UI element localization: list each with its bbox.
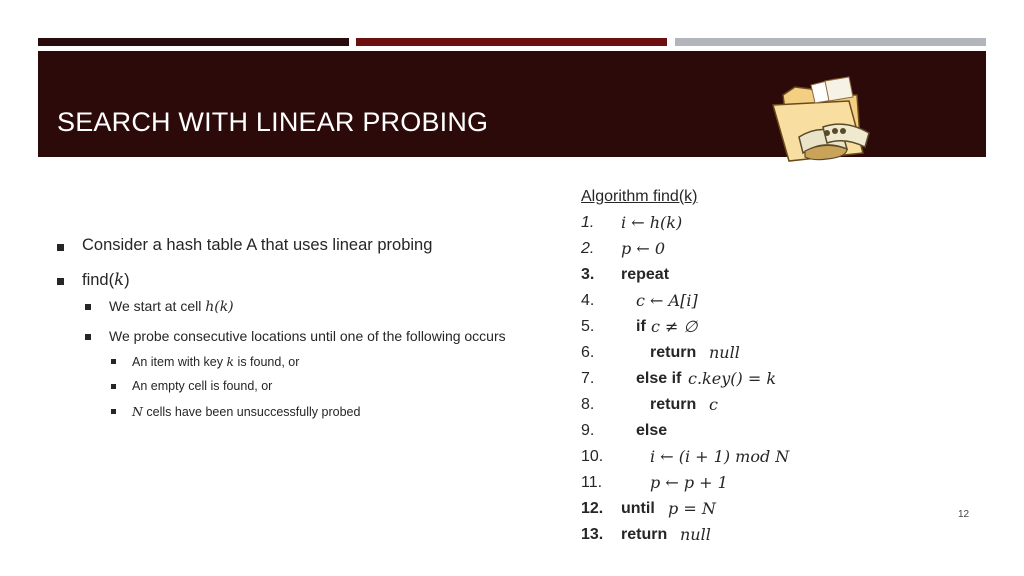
key-var-k: k <box>226 354 235 369</box>
line-keyword: repeat <box>621 266 670 283</box>
top-accent-bar-dark <box>38 38 349 46</box>
algorithm-header: Algorithm find(k) <box>581 188 698 205</box>
line-code: c <box>709 395 718 414</box>
line-code: p = N <box>668 499 716 518</box>
bullet-list <box>56 236 526 424</box>
line-number: 13. <box>581 526 604 543</box>
sub-sub-bullet-empty-cell <box>56 379 526 399</box>
find-label: find( <box>82 271 115 289</box>
title-band <box>38 51 986 157</box>
line-number: 12. <box>581 500 604 517</box>
algo-line-8 <box>581 392 881 418</box>
algo-line-5 <box>581 314 881 340</box>
square-bullet-icon <box>111 409 116 414</box>
bullet-text: cells have been unsuccessfully probed <box>142 405 361 419</box>
line-number: 6. <box>581 344 595 361</box>
bullet-text: is found, or <box>234 355 300 369</box>
line-number: 9. <box>581 422 595 439</box>
line-keyword: until <box>621 500 655 517</box>
algo-line-12 <box>581 496 881 522</box>
find-var-k: k <box>114 270 125 289</box>
algo-line-13 <box>581 522 881 548</box>
find-close-paren: ) <box>124 271 130 289</box>
line-code: null <box>680 525 711 544</box>
line-code: c.key() = k <box>688 369 777 388</box>
line-keyword: return <box>621 526 668 543</box>
folder-with-open-book-icon <box>765 65 877 165</box>
line-number: 11. <box>581 474 603 491</box>
algo-line-11 <box>581 470 881 496</box>
line-keyword: else if <box>636 370 682 387</box>
line-number: 10. <box>581 448 604 465</box>
line-code: c ← A[i] <box>636 291 698 310</box>
algorithm-block <box>581 184 881 548</box>
square-bullet-icon <box>85 304 91 310</box>
algo-line-2 <box>581 236 881 262</box>
algo-line-4 <box>581 288 881 314</box>
line-number: 5. <box>581 318 595 335</box>
n-var: N <box>132 404 143 419</box>
bullet-text: An item with key <box>132 355 227 369</box>
line-number: 7. <box>581 370 595 387</box>
square-bullet-icon <box>111 384 116 389</box>
algo-line-3 <box>581 262 881 288</box>
slide-title: SEARCH WITH LINEAR PROBING <box>57 107 489 137</box>
square-bullet-icon <box>57 244 64 251</box>
sub-bullet-text: We start at cell <box>109 298 206 314</box>
sub-sub-bullet-n-cells <box>56 404 526 424</box>
algo-line-7 <box>581 366 881 392</box>
bullet-text: An empty cell is found, or <box>132 379 273 393</box>
page-number: 12 <box>958 509 970 520</box>
line-code: i ← (i + 1) mod N <box>650 447 790 466</box>
line-keyword: else <box>636 422 668 439</box>
square-bullet-icon <box>85 334 91 340</box>
line-code: c ≠ ∅ <box>651 317 698 336</box>
hash-expr: h(k) <box>205 299 234 315</box>
line-number: 1. <box>581 214 595 231</box>
bullet-consider-hash-table <box>56 236 526 262</box>
line-keyword: return <box>650 344 697 361</box>
sub-bullet-probe <box>56 328 529 345</box>
line-code: i ← h(k) <box>621 213 683 232</box>
sub-bullet-start-cell <box>56 298 526 320</box>
bullet-text: Consider a hash table A that uses linear probing <box>82 236 433 254</box>
top-accent-bar-red <box>356 38 667 46</box>
line-number: 3. <box>581 266 595 283</box>
line-keyword: return <box>650 396 697 413</box>
line-number: 2. <box>581 240 595 257</box>
algo-line-9 <box>581 418 881 444</box>
top-accent-bar-gray <box>675 38 986 46</box>
bullet-find <box>56 270 526 296</box>
line-keyword: if <box>636 318 646 335</box>
algo-line-1 <box>581 210 881 236</box>
line-code: p ← 0 <box>621 239 665 258</box>
square-bullet-icon <box>57 278 64 285</box>
line-code: null <box>709 343 740 362</box>
sub-sub-bullet-item-found <box>56 354 526 374</box>
line-number: 8. <box>581 396 595 413</box>
algo-line-10 <box>581 444 881 470</box>
line-number: 4. <box>581 292 595 309</box>
square-bullet-icon <box>111 359 116 364</box>
line-code: p ← p + 1 <box>650 473 728 492</box>
algo-line-6 <box>581 340 881 366</box>
sub-bullet-text: We probe consecutive locations until one of the following occurs <box>109 328 506 344</box>
